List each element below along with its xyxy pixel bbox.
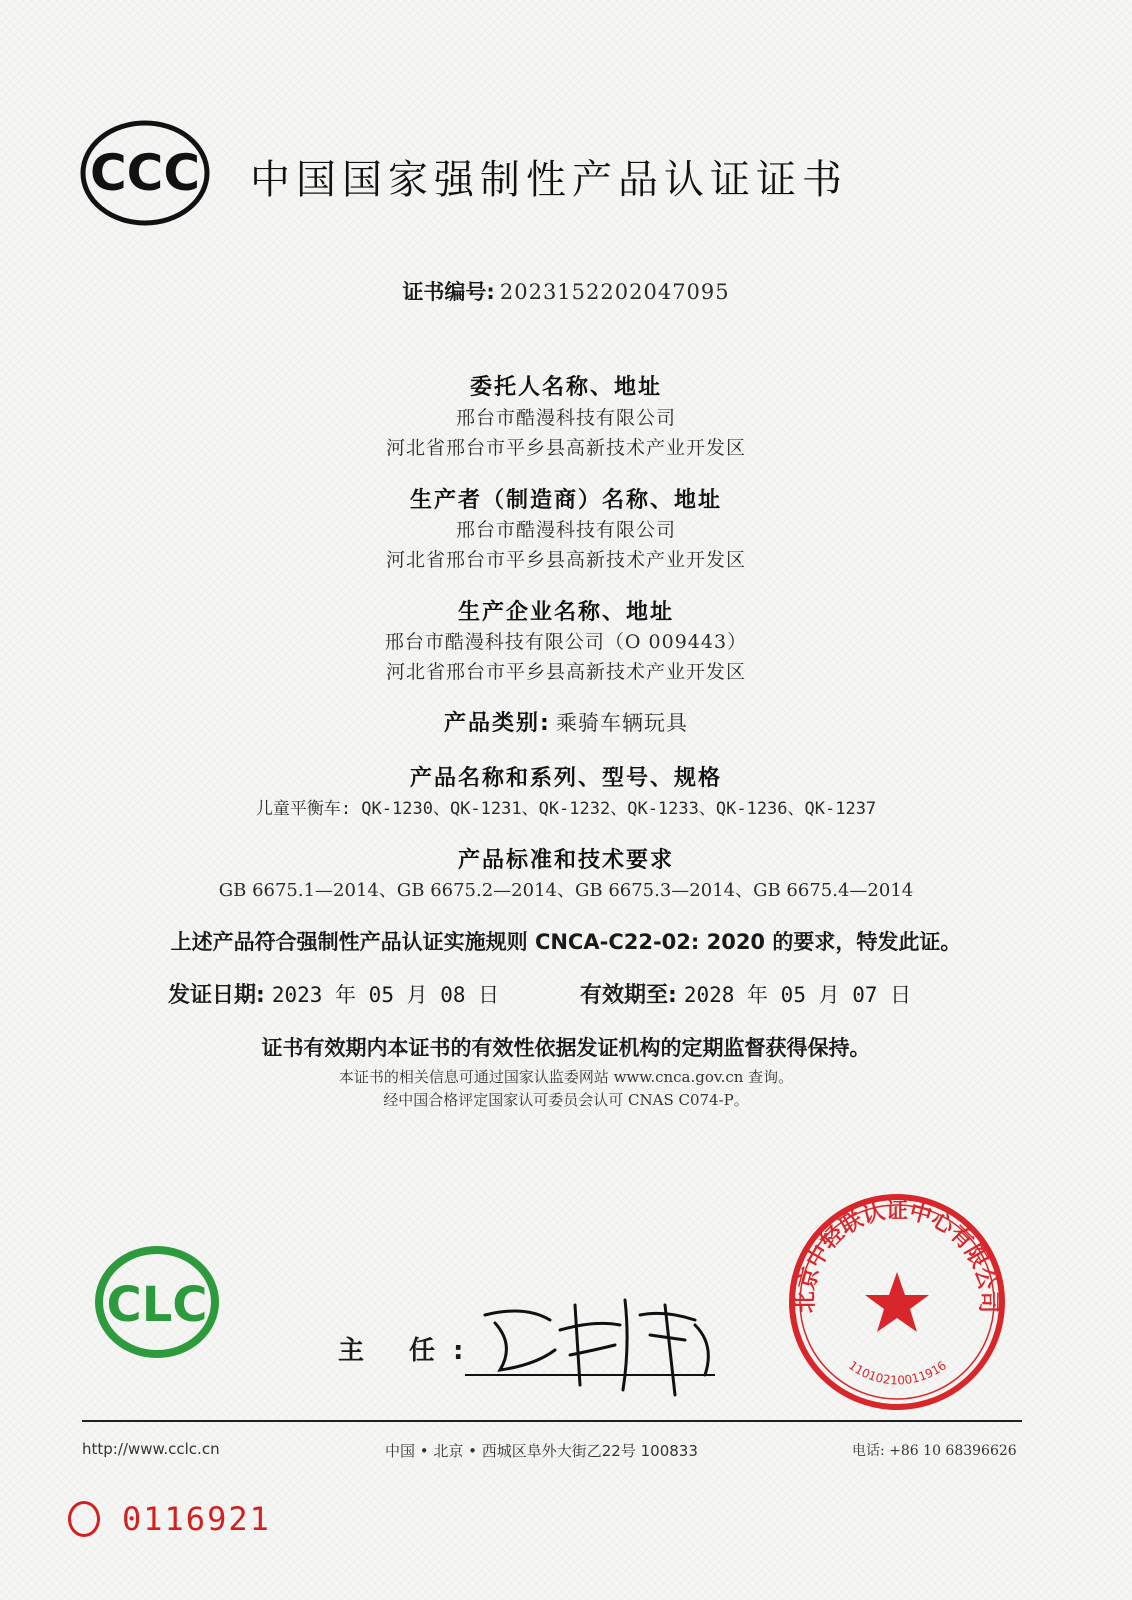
certificate-title: 中国国家强制性产品认证证书 <box>250 157 848 203</box>
svg-text:11010210011916 <box>846 1358 949 1387</box>
footer-divider <box>82 1420 1022 1422</box>
factory-address: 河北省邢台市平乡县高新技术产业开发区 <box>385 661 746 683</box>
manufacturer-address: 河北省邢台市平乡县高新技术产业开发区 <box>385 549 746 571</box>
serial-circle-icon <box>68 1501 100 1537</box>
footer-website: http://www.cclc.cn <box>82 1440 220 1458</box>
conformity-statement: 上述产品符合强制性产品认证实施规则 CNCA-C22-02: 2020 的要求，特发此证。 <box>170 930 962 954</box>
ccc-logo-text: CCC <box>89 144 201 202</box>
info-line-website: 本证书的相关信息可通过国家认监委网站 www.cnca.gov.cn 查询。 <box>338 1068 794 1086</box>
serial-number-value: 0116921 <box>122 1500 271 1538</box>
manufacturer-heading: 生产者（制造商）名称、地址 <box>409 488 722 513</box>
applicant-address: 河北省邢台市平乡县高新技术产业开发区 <box>385 437 746 459</box>
footer-address: 中国 • 北京 • 西城区阜外大街乙22号 100833 <box>385 1442 698 1460</box>
applicant-heading: 委托人名称、地址 <box>469 375 662 400</box>
category-label: 产品类别: <box>444 711 551 736</box>
product-models: 儿童平衡车: QK-1230、QK-1231、QK-1232、QK-1233、QK-1236、QK-1237 <box>255 799 877 819</box>
applicant-name: 邢台市酷漫科技有限公司 <box>455 407 676 429</box>
valid-until-label: 有效期至: <box>580 983 677 1008</box>
clc-logo <box>95 1245 220 1360</box>
director-signature <box>455 1275 735 1405</box>
serial-number <box>68 1500 271 1539</box>
valid-until-row <box>580 978 911 1009</box>
director-label: 主 任: <box>338 1336 482 1366</box>
info-line-cnas: 经中国合格评定国家认可委员会认可 CNAS C074-P。 <box>383 1091 749 1109</box>
category-row <box>0 706 1132 737</box>
factory-name: 邢台市酷漫科技有限公司（O 009443） <box>384 631 748 653</box>
certificate-number-row <box>0 276 1132 306</box>
product-heading: 产品名称和系列、型号、规格 <box>409 766 722 791</box>
footer-phone: 电话: +86 10 68396626 <box>852 1443 1017 1459</box>
issue-date-label: 发证日期: <box>168 983 265 1008</box>
valid-until-value: 2028 年 05 月 07 日 <box>683 983 912 1007</box>
seal-org-text: 北京中轻联认证中心有限公司 <box>793 1198 1001 1314</box>
standards-list: GB 6675.1—2014、GB 6675.2—2014、GB 6675.3—2014、GB 6675.4—2014 <box>218 880 914 901</box>
standards-heading: 产品标准和技术要求 <box>457 848 674 873</box>
factory-heading: 生产企业名称、地址 <box>457 600 674 625</box>
ccc-logo <box>80 120 210 226</box>
manufacturer-name: 邢台市酷漫科技有限公司 <box>455 519 676 541</box>
seal-code-text: 11010210011916 <box>846 1358 949 1388</box>
certificate-number-label: 证书编号: <box>402 280 495 304</box>
seal-star-icon <box>865 1272 929 1332</box>
validity-note: 证书有效期内本证书的有效性依据发证机构的定期监督获得保持。 <box>261 1036 871 1060</box>
issue-date-value: 2023 年 05 月 08 日 <box>271 983 500 1007</box>
category-value: 乘骑车辆玩具 <box>555 711 688 735</box>
clc-logo-text: CLC <box>106 1277 208 1333</box>
certificate-number-value: 2023152202047095 <box>499 280 730 304</box>
issue-date-row <box>168 978 499 1009</box>
company-seal <box>785 1190 1010 1415</box>
